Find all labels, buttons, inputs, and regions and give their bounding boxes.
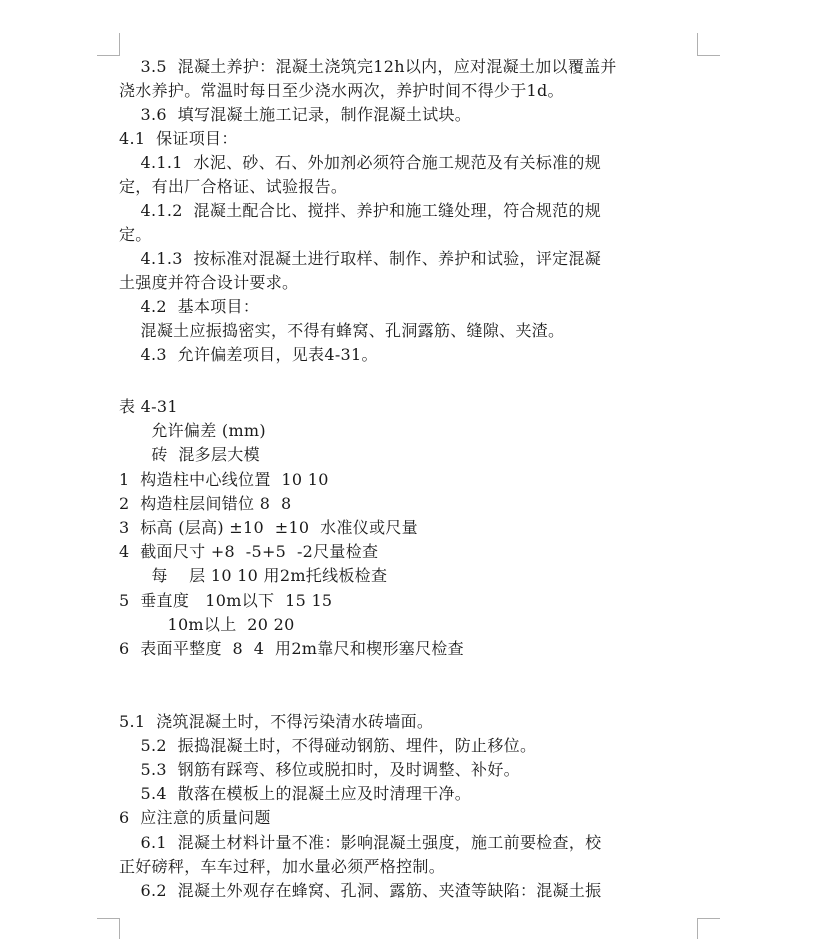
text-line: 浇水养护。常温时每日至少浇水两次，养护时间不得少于1d。 xyxy=(119,81,564,100)
text-line: 5.3 钢筋有踩弯、移位或脱扣时，及时调整、补好。 xyxy=(119,760,520,779)
table-row: 6 表面平整度 8 4 用2m靠尺和楔形塞尺检查 xyxy=(119,639,464,658)
text-line: 3.6 填写混凝土施工记录，制作混凝土试块。 xyxy=(119,105,472,124)
table-header: 允许偏差 (mm) xyxy=(119,421,266,440)
table-row: 每 层 10 10 用2m托线板检查 xyxy=(119,566,388,585)
table-row: 3 标高 (层高) ±10 ±10 水准仪或尺量 xyxy=(119,518,418,537)
corner-mark-bottom-left xyxy=(97,918,120,939)
table-row: 10m以上 20 20 xyxy=(119,615,295,634)
text-line: 4.1.3 按标准对混凝土进行取样、制作、养护和试验，评定混凝 xyxy=(119,249,602,268)
text-line: 5.2 振捣混凝土时，不得碰动钢筋、埋件，防止移位。 xyxy=(119,736,537,755)
table-row: 5 垂直度 10m以下 15 15 xyxy=(119,591,333,610)
text-line: 土强度并符合设计要求。 xyxy=(119,273,299,292)
text-line: 定。 xyxy=(119,225,152,244)
text-line: 5.4 散落在模板上的混凝土应及时清理干净。 xyxy=(119,784,472,803)
text-line: 混凝土应振捣密实，不得有蜂窝、孔洞露筋、缝隙、夹渣。 xyxy=(119,321,565,340)
table-row: 4 截面尺寸 +8 -5+5 -2尺量检查 xyxy=(119,542,379,561)
text-line: 4.3 允许偏差项目，见表4-31。 xyxy=(119,345,378,364)
text-line: 4.2 基本项目： xyxy=(119,297,260,316)
text-line: 4.1.2 混凝土配合比、搅拌、养护和施工缝处理，符合规范的规 xyxy=(119,201,602,220)
text-line: 6.2 混凝土外观存在蜂窝、孔洞、露筋、夹渣等缺陷：混凝土振 xyxy=(119,881,602,900)
text-line: 3.5 混凝土养护：混凝土浇筑完12h以内，应对混凝土加以覆盖并 xyxy=(119,57,617,76)
text-line: 定，有出厂合格证、试验报告。 xyxy=(119,177,348,196)
table-row: 1 构造柱中心线位置 10 10 xyxy=(119,470,329,489)
text-line: 4.1 保证项目： xyxy=(119,129,238,148)
table-header: 砖 混多层大模 xyxy=(119,445,260,464)
text-line: 5.1 浇筑混凝土时，不得污染清水砖墙面。 xyxy=(119,712,434,731)
text-line xyxy=(119,685,697,709)
text-line xyxy=(119,367,697,391)
corner-mark-top-right xyxy=(697,33,720,56)
corner-mark-bottom-right xyxy=(697,918,720,939)
table-row: 2 构造柱层间错位 8 8 xyxy=(119,494,292,513)
text-line: 正好磅秤，车车过秤，加水量必须严格控制。 xyxy=(119,857,446,876)
table-caption: 表 4-31 xyxy=(119,397,178,416)
text-line: 4.1.1 水泥、砂、石、外加剂必须符合施工规范及有关标准的规 xyxy=(119,153,602,172)
corner-mark-top-left xyxy=(97,33,120,56)
section-heading: 6 应注意的质量问题 xyxy=(119,808,271,827)
text-line: 6.1 混凝土材料计量不准：影响混凝土强度，施工前要检查，校 xyxy=(119,833,602,852)
text-line xyxy=(119,661,697,685)
